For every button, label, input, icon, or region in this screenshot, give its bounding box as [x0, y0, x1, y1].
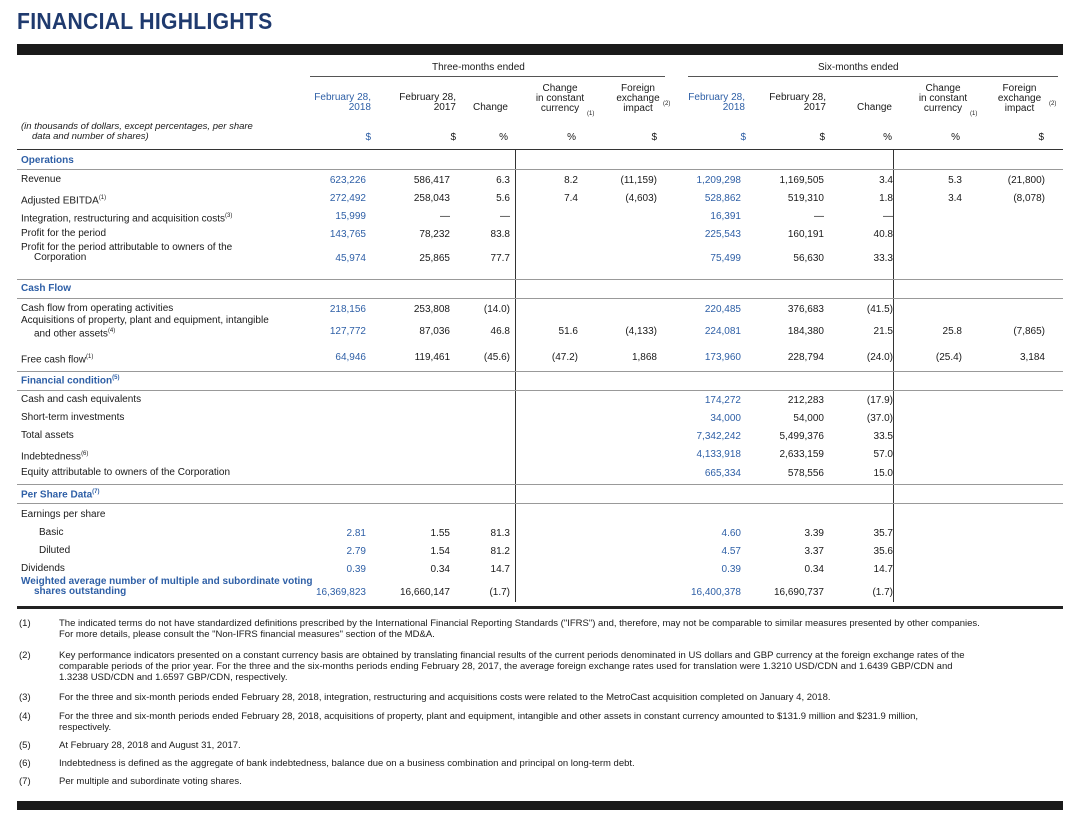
col-fn1-6m: (1): [970, 111, 978, 117]
row-label: Revenue: [21, 174, 62, 185]
row-label: Dividends: [21, 563, 65, 574]
row-label: Adjusted EBITDA$^{(1)}$: [21, 195, 107, 207]
row-label: Profit for the period attributable to owners of the Corporation: [21, 242, 233, 263]
footnote-text: Indebtedness is defined as the aggregate of bank indebtedness, balance due on a business combination and principal on long-term debt.: [59, 758, 635, 769]
row-label: Free cash flow$^{(1)}$: [21, 354, 94, 366]
table-cell: 220,485: [704, 304, 741, 315]
table-cell: 224,081: [704, 326, 741, 337]
table-cell: —: [500, 211, 510, 222]
row-label: Earnings per share: [21, 509, 106, 520]
table-cell: 16,660,147: [399, 587, 450, 598]
table-cell: 21.5: [873, 326, 893, 337]
table-cell: 57.0: [873, 449, 893, 460]
section-per-share: Per Share Data$^{(7)}$: [21, 489, 100, 501]
table-cell: 15,999: [335, 211, 366, 222]
top-bar: [17, 44, 1063, 55]
col-header-fx-6m: Foreign exchange impact: [997, 83, 1042, 114]
unit-c6: $: [740, 132, 746, 143]
table-cell: 225,543: [704, 229, 741, 240]
table-cell: 578,556: [787, 468, 824, 479]
table-cell: 1,209,298: [696, 175, 741, 186]
table-cell: 4.57: [721, 546, 741, 557]
col-header-feb2018-6m: February 28, 2018: [688, 92, 745, 113]
table-cell: (41.5): [866, 304, 893, 315]
table-cell: 16,400,378: [690, 587, 741, 598]
unit-c2: $: [450, 132, 456, 143]
unit-c5: $: [651, 132, 657, 143]
table-cell: 5.6: [496, 193, 510, 204]
table-cell: 33.5: [873, 431, 893, 442]
table-cell: 4,133,918: [696, 449, 741, 460]
table-cell: 0.34: [430, 564, 450, 575]
table-cell: 35.7: [873, 528, 893, 539]
table-cell: 81.3: [490, 528, 510, 539]
row-label: Integration, restructuring and acquisition costs$^{(3)}$: [21, 213, 233, 225]
footnote-number: (1): [19, 618, 31, 629]
table-cell: 143,765: [329, 229, 366, 240]
group-rule-three: [310, 76, 665, 77]
col-fn2-6m: (2): [1049, 101, 1057, 107]
table-cell: 127,772: [329, 326, 366, 337]
footnote-text: At February 28, 2018 and August 31, 2017.: [59, 740, 241, 751]
table-cell: 54,000: [793, 413, 824, 424]
table-cell: 33.3: [873, 253, 893, 264]
table-cell: 14.7: [873, 564, 893, 575]
header-rule: [17, 149, 1063, 150]
table-cell: 212,283: [787, 395, 824, 406]
table-cell: 56,630: [793, 253, 824, 264]
row-label: Equity attributable to owners of the Corporation: [21, 467, 231, 478]
table-cell: 1,169,505: [779, 175, 824, 186]
table-cell: 173,960: [704, 352, 741, 363]
table-cell: 35.6: [873, 546, 893, 557]
unit-c4: %: [567, 132, 576, 143]
vertical-rule-2: [893, 150, 894, 602]
row-label: Diluted: [39, 545, 71, 556]
footnote-number: (6): [19, 758, 31, 769]
unit-c10: $: [1038, 132, 1044, 143]
table-cell: 174,272: [704, 395, 741, 406]
units-note: (in thousands of dollars, except percentages, per share data and number of shares): [21, 121, 253, 142]
table-cell: 6.3: [496, 175, 510, 186]
table-cell: 119,461: [414, 352, 450, 363]
table-cell: 40.8: [873, 229, 893, 240]
page-title: FINANCIAL HIGHLIGHTS: [17, 8, 273, 34]
footnote-number: (5): [19, 740, 31, 751]
row-label: Basic: [39, 527, 64, 538]
footnote-number: (7): [19, 776, 31, 787]
table-cell: 184,380: [787, 326, 824, 337]
table-cell: (17.9): [866, 395, 893, 406]
table-cell: 7,342,242: [696, 431, 741, 442]
table-cell: 25.8: [942, 326, 962, 337]
table-cell: (4,133): [625, 326, 657, 337]
table-cell: (47.2): [551, 352, 578, 363]
footnote-text: Key performance indicators presented on a constant currency basis are obtained by translating financial results of the current periods denominated in US dollars and GBP currency at the foreign exchange rates of the comparable periods of the prior year. For the three and the six-months periods ending February 28, 2017, the average foreign exchange rates used for translation were 1.3210 USD/CDN and 1.6439 GBP/CDN and 1.3238 USD/CDN and 1.6597 GBP/CDN, respectively.: [59, 650, 965, 683]
unit-c3: %: [499, 132, 508, 143]
table-cell: 3.37: [804, 546, 824, 557]
footnote-number: (4): [19, 711, 31, 722]
table-cell: (45.6): [483, 352, 510, 363]
table-cell: 75,499: [710, 253, 741, 264]
table-cell: 665,334: [704, 468, 741, 479]
table-cell: (11,159): [620, 175, 657, 186]
rule-ops: [17, 169, 1063, 170]
table-cell: (25.4): [935, 352, 962, 363]
table-cell: 160,191: [787, 229, 824, 240]
footnote-number: (3): [19, 692, 31, 703]
section-operations: Operations: [21, 155, 74, 166]
row-label: Weighted average number of multiple and subordinate voting shares outstanding: [21, 576, 313, 597]
table-cell: 16,391: [710, 211, 741, 222]
table-cell: (14.0): [483, 304, 510, 315]
table-cell: 623,226: [329, 175, 366, 186]
row-label: Acquisitions of property, plant and equipment, intangible and other assets$^{(4)}$: [21, 315, 269, 340]
col-header-feb2017-6m: February 28, 2017: [769, 92, 826, 113]
table-cell: 0.39: [346, 564, 366, 575]
rule-fin: [17, 390, 1063, 391]
table-cell: 8.2: [564, 175, 578, 186]
row-label: Cash flow from operating activities: [21, 303, 174, 314]
table-cell: 272,492: [329, 193, 366, 204]
table-cell: 14.7: [490, 564, 510, 575]
col-header-change-6m: Change: [856, 102, 892, 113]
table-cell: (1.7): [872, 587, 893, 598]
table-cell: 16,369,823: [315, 587, 366, 598]
table-cell: 586,417: [413, 175, 450, 186]
table-cell: (24.0): [866, 352, 893, 363]
rule-ps: [17, 503, 1063, 504]
table-cell: 1.55: [430, 528, 450, 539]
table-cell: 0.34: [804, 564, 824, 575]
table-cell: 87,036: [419, 326, 450, 337]
section-financial-condition: Financial condition$^{(5)}$: [21, 375, 120, 387]
vertical-rule-1: [515, 150, 516, 602]
table-cell: 81.2: [490, 546, 510, 557]
table-cell: 3.4: [879, 175, 893, 186]
table-cell: 16,690,737: [773, 587, 824, 598]
table-cell: 83.8: [490, 229, 510, 240]
rule-cf-top: [17, 279, 1063, 280]
table-cell: 25,865: [419, 253, 450, 264]
table-cell: 3.4: [948, 193, 962, 204]
table-cell: 258,043: [413, 193, 450, 204]
unit-c7: $: [819, 132, 825, 143]
table-cell: 0.39: [721, 564, 741, 575]
table-bottom-rule: [17, 606, 1063, 609]
table-cell: 253,808: [413, 304, 450, 315]
row-label: Short-term investments: [21, 412, 125, 423]
row-label: Indebtedness$^{(6)}$: [21, 451, 89, 463]
table-cell: 376,683: [787, 304, 824, 315]
group-three-months: Three-months ended: [432, 62, 525, 73]
group-six-months: Six-months ended: [818, 62, 899, 73]
table-cell: 2.81: [346, 528, 366, 539]
table-cell: 5.3: [948, 175, 962, 186]
table-cell: (4,603): [625, 193, 657, 204]
table-cell: 3.39: [804, 528, 824, 539]
table-cell: 4.60: [721, 528, 741, 539]
table-cell: 1.8: [879, 193, 893, 204]
footnote-text: The indicated terms do not have standardized definitions prescribed by the International Financial Reporting Standards ("IFRS") and, therefore, may not be comparable to similar measures presented by other companies. For more details, please consult the "Non-IFRS financial measures" section of the MD&A.: [59, 618, 980, 640]
table-cell: 45,974: [335, 253, 366, 264]
unit-c9: %: [951, 132, 960, 143]
table-cell: 51.6: [558, 326, 578, 337]
table-cell: 1.54: [430, 546, 450, 557]
bottom-bar: [17, 801, 1063, 810]
footnote-number: (2): [19, 650, 31, 661]
row-label: Total assets: [21, 430, 74, 441]
table-cell: (21,800): [1007, 175, 1045, 186]
col-header-fx-3m: Foreign exchange impact: [616, 83, 660, 114]
table-cell: 2,633,159: [779, 449, 824, 460]
footnote-text: Per multiple and subordinate voting shares.: [59, 776, 242, 787]
rule-cf: [17, 298, 1063, 299]
table-cell: —: [814, 211, 824, 222]
col-header-constant-3m: Change in constant currency: [535, 83, 585, 114]
table-cell: (1.7): [489, 587, 510, 598]
table-cell: 2.79: [346, 546, 366, 557]
table-cell: 228,794: [787, 352, 824, 363]
col-header-constant-6m: Change in constant currency: [918, 83, 968, 114]
col-header-feb2018-3m: February 28, 2018: [314, 92, 371, 113]
table-cell: 1,868: [631, 352, 657, 363]
table-cell: (8,078): [1013, 193, 1045, 204]
table-cell: 64,946: [335, 352, 366, 363]
table-cell: 5,499,376: [779, 431, 824, 442]
section-cash-flow: Cash Flow: [21, 283, 72, 294]
table-cell: (7,865): [1013, 326, 1045, 337]
table-cell: 7.4: [564, 193, 578, 204]
table-cell: 77.7: [490, 253, 510, 264]
row-label: Cash and cash equivalents: [21, 394, 142, 405]
table-cell: 528,862: [704, 193, 741, 204]
col-fn2-3m: (2): [663, 101, 671, 107]
footnote-text: For the three and six-month periods ended February 28, 2018, acquisitions of property, plant and equipment, intangible and other assets in constant currency amounted to $131.9 million and $231.9 million, respectively.: [59, 711, 919, 733]
footnote-text: For the three and six-month periods ended February 28, 2018, integration, restructuring and acquisitions costs were related to the MetroCast acquisition completed on January 4, 2018.: [59, 692, 831, 703]
table-cell: —: [883, 211, 893, 222]
rule-fin-top: [17, 371, 1063, 372]
table-cell: 3,184: [1019, 352, 1045, 363]
row-label: Profit for the period: [21, 228, 107, 239]
table-cell: —: [440, 211, 450, 222]
col-fn1-3m: (1): [587, 111, 595, 117]
rule-ps-top: [17, 484, 1063, 485]
table-cell: (37.0): [866, 413, 893, 424]
group-rule-six: [688, 76, 1058, 77]
unit-c1: $: [365, 132, 371, 143]
table-cell: 46.8: [490, 326, 510, 337]
table-cell: 519,310: [787, 193, 824, 204]
unit-c8: %: [883, 132, 892, 143]
col-header-feb2017-3m: February 28, 2017: [399, 92, 456, 113]
table-cell: 78,232: [419, 229, 450, 240]
col-header-change-3m: Change: [472, 102, 508, 113]
table-cell: 15.0: [873, 468, 893, 479]
table-cell: 218,156: [329, 304, 366, 315]
table-cell: 34,000: [710, 413, 741, 424]
